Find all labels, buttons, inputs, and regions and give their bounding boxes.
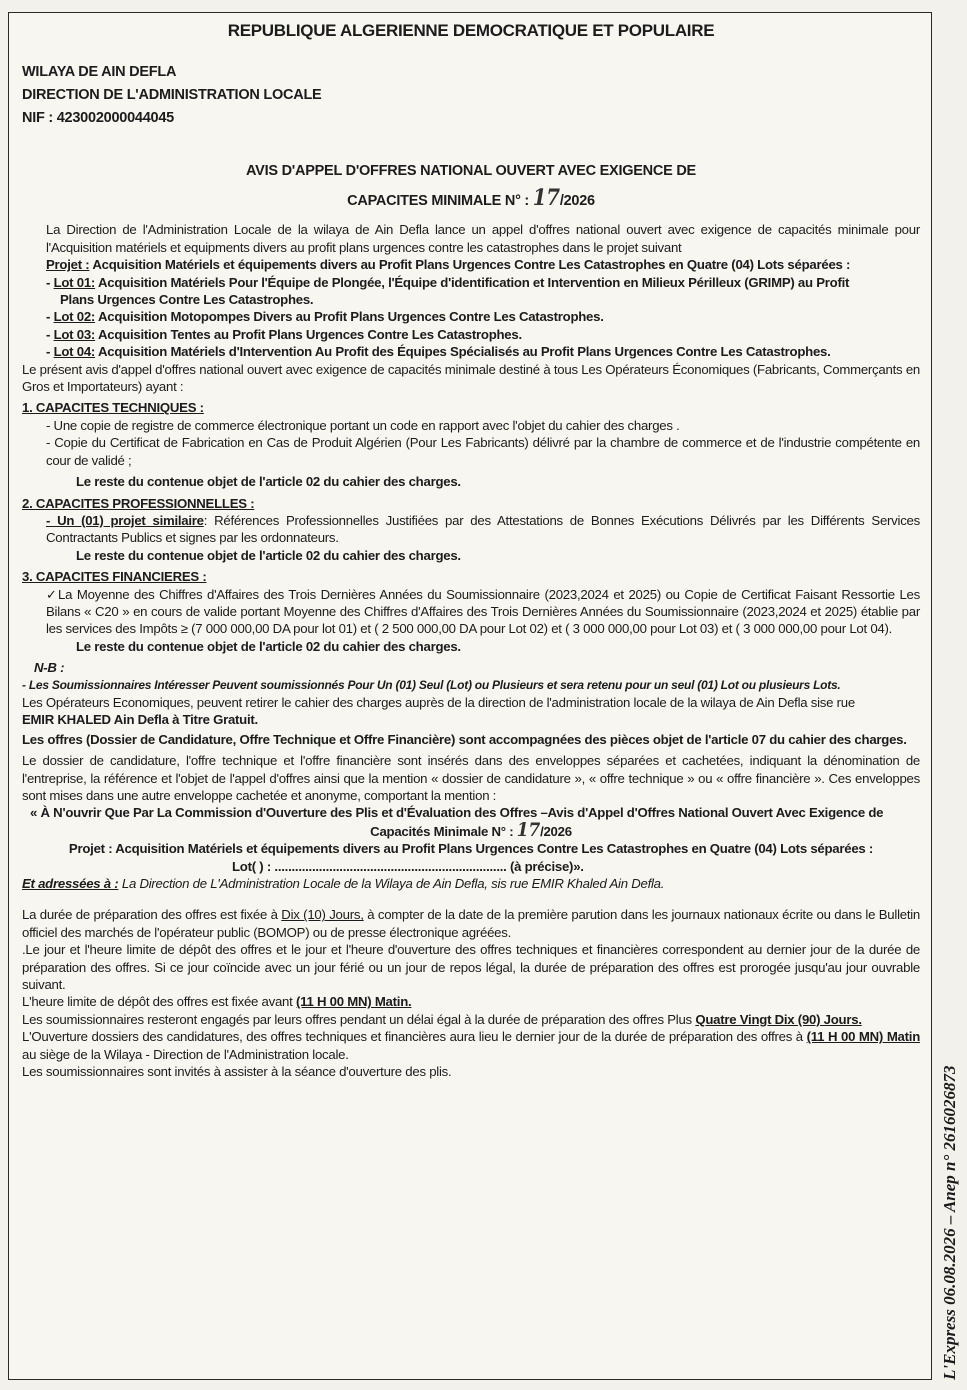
title-line-2: CAPACITES MINIMALE N° : 17/2026 — [347, 185, 595, 212]
list-item: - Lot 01: Acquisition Matériels Pour l'Équipe de Plongée, l'Équipe d'identification et Intervention en Milieux Périlleux (GRIMP) au Profit Plans Urgences Contre Les Catastrophes. — [46, 274, 850, 308]
direction-line: DIRECTION DE L'ADMINISTRATION LOCALE — [22, 87, 322, 104]
prof-reste: Le reste du contenue objet de l'article 02 du cahier des charges. — [76, 547, 461, 563]
tech-item: - Copie du Certificat de Fabrication en Cas de Produit Algérien (Pour Les Fabricants) délivré par la chambre de commerce et de l'industrie compétente en cour de validé ; — [46, 435, 920, 468]
dossier-paragraph: Le dossier de candidature, l'offre technique et l'offre financière sont insérés dans des enveloppes séparées et cachetées, indiquant la dénomination de l'entreprise, la référence et l'objet de l'appel d'offres ainsi que la mention « dossier de candidature », « offre technique » ou « offre financière ». Ces enveloppes sont mises dans une autre enveloppe cachetée et anonyme, comportant la mention : — [22, 753, 920, 803]
list-item: - Lot 02: Acquisition Motopompes Divers au Profit Plans Urgences Contre Les Catastrophes. — [46, 309, 604, 325]
publication-stamp: L'Express 06.08.2026 – Anep n° 2616026873 — [940, 1065, 959, 1380]
offres-paragraph: Les offres (Dossier de Candidature, Offre Technique et Offre Financière) sont accompagnées des pièces objet de l'article 07 du cahier des charges. — [22, 731, 907, 747]
lots-list — [22, 274, 920, 361]
mention-line-1: « À N'ouvrir Que Par La Commission d'Ouverture des Plis et d'Évaluation des Offres –Avis d'Appel d'Offres National Ouvert Avec Exigence de — [30, 805, 884, 821]
ouverture-paragraph: L'Ouverture dossiers des candidatures, des offres techniques et financières aura lieu le dernier jour de la durée de préparation des offres à (11 H 00 MN) Matin au siège de la Wilaya - Direction de l'Administration locale. — [22, 1029, 920, 1062]
tech-item: - Une copie de registre de commerce électronique portant un code en rapport avec l'objet du cahier des charges . — [46, 417, 680, 433]
prof-item: - Un (01) projet similaire: Références Professionnelles Justifiées par des Attestations de Bonnes Exécutions Délivrés par les Différents Services Contractants Publics et signes par les ordonnateurs. — [46, 512, 920, 546]
mention-line-2: Capacités Minimale N° : 17/2026 — [370, 818, 572, 841]
fin-section-title: 3. CAPACITES FINANCIERES : — [22, 569, 207, 585]
handwritten-number: 17 — [532, 185, 560, 212]
tech-reste: Le reste du contenue objet de l'article 02 du cahier des charges. — [76, 474, 461, 490]
title-line-1: AVIS D'APPEL D'OFFRES NATIONAL OUVERT AVEC EXIGENCE DE — [246, 163, 696, 180]
adressees-line: Et adressées à : La Direction de L'Administration Locale de la Wilaya de Ain Defla, sis rue EMIR Khaled Ain Defla. — [22, 876, 665, 892]
retirer-address: EMIR KHALED Ain Defla à Titre Gratuit. — [22, 712, 258, 728]
fin-item: ✓La Moyenne des Chiffres d'Affaires des Trois Dernières Années du Soumissionnaire (2023,2024 et 2025) ou Copie de Certificat Faisant Ressortie Les Bilans « C20 » en cours de valide portant Moyenne des Chiffres d'Affaires des Trois Dernières Années du Soumissionnaire (2023,2024 et 2025) établie par les services des Impôts ≥ (7 000 000,00 DA pour lot 01) et ( 2 500 000,00 DA pour Lot 02) et ( 3 000 000,00 pour Lot 03) et ( 3 000 000,00 pour Lot 04). — [46, 586, 920, 637]
issuer-block — [22, 61, 920, 130]
jour-paragraph: .Le jour et l'heure limite de dépôt des offres et le jour et l'heure d'ouverture des offres techniques et financières correspondent au dernier jour de la durée de préparation des offres. Si ce jour coïncide avec un jour férié ou un jour de repos légal, la durée de préparation des offres est prorogée jusqu'au jour ouvrable suivant. — [22, 942, 920, 993]
nb-text: - Les Soumissionnaires Intéresser Peuvent soumissionnés Pour Un (01) Seul (Lot) ou Plusieurs et sera retenu pour un seul (01) Lot ou plusieurs Lots. — [22, 677, 841, 692]
duree-paragraph: La durée de préparation des offres est fixée à Dix (10) Jours, à compter de la date de la première parution dans les journaux nationaux écrite ou dans le Bulletin officiel des marchés de l'opérateur public (BOMOP) ou de presse électronique agréées. — [22, 907, 921, 940]
engages-line: Les soumissionnaires resteront engagés par leurs offres pendant un délai égal à la durée de préparation des offres Plus Quatre Vingt Dix (90) Jours. — [22, 1011, 862, 1027]
prof-section-title: 2. CAPACITES PROFESSIONNELLES : — [22, 495, 255, 511]
projet-line: Projet : Acquisition Matériels et équipements divers au Profit Plans Urgences Contre Les Catastrophes en Quatre (04) Lots séparées : — [46, 257, 851, 273]
mention-projet: Projet : Acquisition Matériels et équipements divers au Profit Plans Urgences Contre Les Catastrophes en Quatre (04) Lots séparées : — [68, 841, 874, 857]
retirer-paragraph: Les Opérateurs Economiques, peuvent retirer le cahier des charges auprès de la direction de l'administration locale de la wilaya de Ain Defla sise rue — [22, 694, 855, 710]
republic-heading: REPUBLIQUE ALGERIENNE DEMOCRATIQUE ET POPULAIRE — [227, 21, 715, 40]
nb-label: N-B : — [34, 660, 65, 676]
tech-section-title: 1. CAPACITES TECHNIQUES : — [22, 400, 204, 416]
invites-line: Les soumissionnaires sont invités à assister à la séance d'ouverture des plis. — [22, 1064, 452, 1080]
notice-title — [22, 158, 920, 215]
handwritten-number: 17 — [516, 818, 541, 841]
list-item: - Lot 04: Acquisition Matériels d'Intervention Au Profit des Équipes Spécialisés au Profit Plans Urgences Contre Les Catastrophes. — [46, 344, 831, 360]
list-item: - Lot 03: Acquisition Tentes au Profit Plans Urgences Contre Les Catastrophes. — [46, 326, 522, 342]
fin-reste: Le reste du contenue objet de l'article 02 du cahier des charges. — [76, 638, 461, 654]
intro-paragraph: La Direction de l'Administration Locale de la wilaya de Ain Defla lance un appel d'offres national ouvert avec exigence de capacités minimale pour l'Acquisition matériels et equipments divers au profit plans urgences contre les catastrophes dans le projet suivant — [46, 222, 920, 255]
notice-page — [22, 22, 920, 1081]
mention-lot-line: Lot( ) : .................................................................... (à précise)». — [232, 858, 584, 874]
envelope-mention — [22, 804, 920, 875]
present-paragraph: Le présent avis d'appel d'offres national ouvert avec exigence de capacités minimale destiné à tous Les Opérateurs Économiques (Fabricants, Commerçants en Gros et Importateurs) ayant : — [22, 361, 920, 395]
nif-line: NIF : 423002000044045 — [22, 110, 174, 127]
wilaya-line: WILAYA DE AIN DEFLA — [22, 64, 177, 81]
heure-line: L'heure limite de dépôt des offres est fixée avant (11 H 00 MN) Matin. — [22, 994, 412, 1010]
